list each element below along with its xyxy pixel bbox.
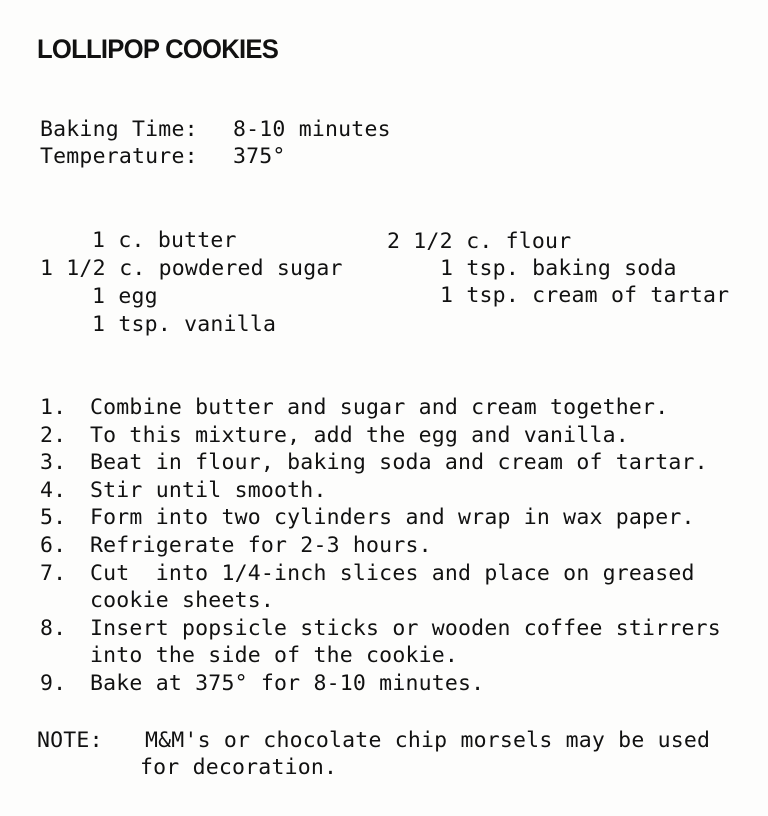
ingredient-qty: 1 [92, 284, 106, 309]
ingredient-qty: 1 [92, 228, 106, 253]
step-number: 2. [40, 422, 67, 448]
step-text: cookie sheets. [90, 588, 275, 614]
step-text: Insert popsicle sticks or wooden coffee stirrers [90, 615, 721, 641]
ingredient-qty: 1 1/2 [40, 256, 106, 281]
step-text: Combine butter and sugar and cream together. [90, 395, 669, 420]
step-number: 4. [40, 477, 67, 503]
ingredient-item: c. butter [118, 228, 237, 253]
ingredient-qty: 1 [440, 256, 454, 281]
step-number: 7. [40, 560, 67, 586]
step-number: 1. [40, 395, 67, 420]
ingredient-item: c. powdered sugar [119, 256, 343, 281]
step-text: Refrigerate for 2-3 hours. [90, 533, 432, 558]
step-text: Beat in flour, baking soda and cream of tartar. [90, 450, 708, 476]
step-text: Bake at 375° for 8-10 minutes. [90, 671, 485, 696]
note-text: for decoration. [140, 755, 338, 780]
step-number: 8. [40, 615, 67, 641]
note-text: M&M's or chocolate chip morsels may be used [145, 728, 711, 753]
step-text: Form into two cylinders and wrap in wax paper. [90, 505, 695, 531]
ingredient-qty: 2 1/2 [387, 229, 453, 254]
step-number: 9. [40, 671, 67, 696]
baking-time-value: 8-10 minutes [233, 117, 391, 142]
temperature-label: Temperature: [40, 144, 198, 169]
step-text: Cut into 1/4-inch slices and place on greased [90, 560, 695, 586]
baking-time-label: Baking Time: [40, 117, 198, 142]
step-number: 6. [40, 533, 67, 558]
ingredient-item: egg [118, 284, 158, 309]
ingredient-item: c. flour [466, 229, 572, 254]
ingredient-item: tsp. vanilla [118, 312, 277, 337]
step-text: To this mixture, add the egg and vanilla. [90, 422, 629, 448]
step-text: into the side of the cookie. [90, 643, 459, 669]
ingredient-item: tsp. baking soda [466, 256, 677, 281]
ingredient-item: tsp. cream of tartar [466, 283, 730, 308]
step-number: 3. [40, 450, 67, 476]
recipe-title: LOLLIPOP COOKIES [37, 34, 279, 64]
step-number: 5. [40, 505, 67, 531]
ingredient-qty: 1 [92, 312, 106, 337]
note-label: NOTE: [37, 728, 103, 753]
temperature-value: 375° [233, 144, 286, 169]
step-text: Stir until smooth. [90, 477, 327, 503]
ingredient-qty: 1 [440, 283, 454, 308]
